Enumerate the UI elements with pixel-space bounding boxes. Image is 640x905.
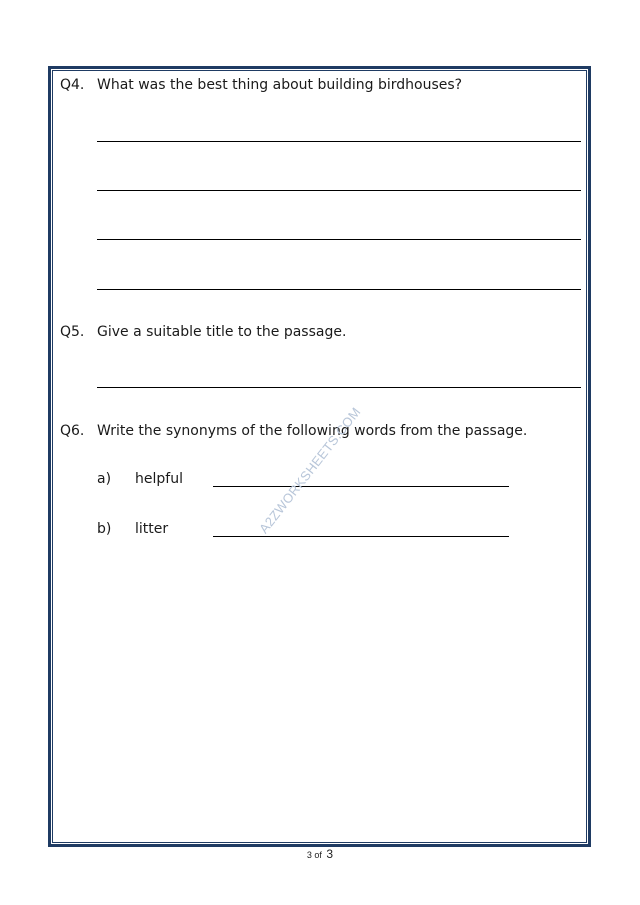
q6-item-a-word: helpful bbox=[135, 471, 183, 487]
page-footer bbox=[0, 845, 640, 863]
q6-item-b-answer-line[interactable] bbox=[213, 536, 509, 537]
page-total: 3 bbox=[326, 847, 334, 861]
q6-item-b-word: litter bbox=[135, 521, 169, 537]
q4-answer-line-3[interactable] bbox=[97, 239, 581, 240]
q5-text: Give a suitable title to the passage. bbox=[97, 324, 347, 340]
q4-answer-line-2[interactable] bbox=[97, 190, 581, 191]
q6-number: Q6. bbox=[60, 423, 85, 439]
q6-item-b-letter: b) bbox=[97, 521, 112, 537]
watermark: A2ZWORKSHEETS.COM bbox=[256, 404, 364, 537]
q4-answer-line-1[interactable] bbox=[97, 141, 581, 142]
q6-item-a-letter: a) bbox=[97, 471, 112, 487]
q5-number: Q5. bbox=[60, 324, 85, 340]
q6-text: Write the synonyms of the following words from the passage. bbox=[97, 423, 528, 439]
q5-answer-line[interactable] bbox=[97, 387, 581, 388]
q4-number: Q4. bbox=[60, 77, 85, 93]
page-number-label: 3 of bbox=[306, 850, 322, 860]
q4-answer-line-4[interactable] bbox=[97, 289, 581, 290]
q6-item-a-answer-line[interactable] bbox=[213, 486, 509, 487]
q4-text: What was the best thing about building birdhouses? bbox=[97, 77, 463, 93]
